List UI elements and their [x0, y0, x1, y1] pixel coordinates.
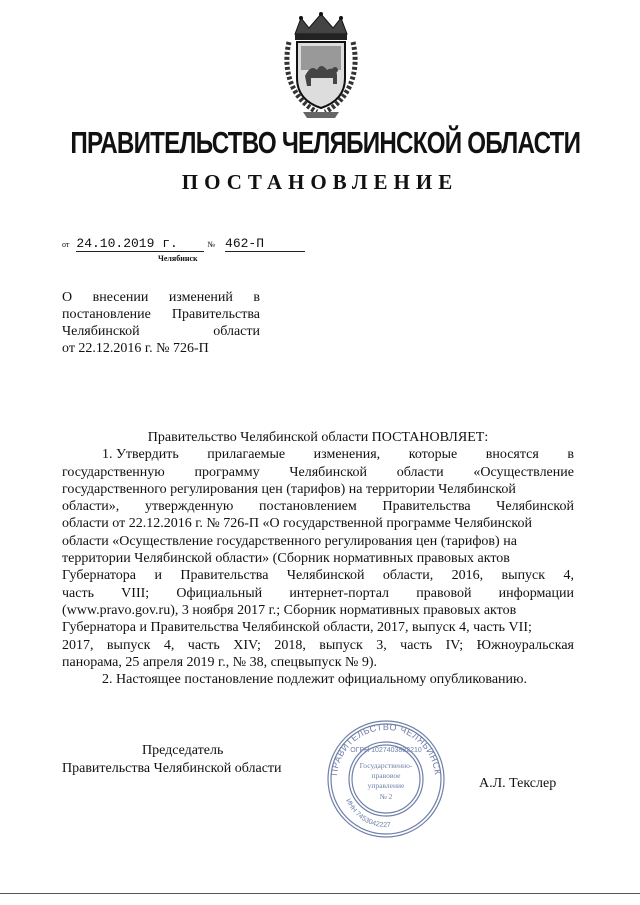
word: часть: [187, 637, 220, 653]
line-text: территории Челябинской области» (Сборник нормативных правовых актов: [62, 551, 510, 567]
word: в: [253, 290, 260, 305]
word: 1. Утвердить: [102, 447, 179, 463]
word: которые: [408, 447, 458, 463]
word: изменения,: [313, 447, 381, 463]
word: и: [154, 568, 162, 584]
word: 3,: [376, 637, 387, 653]
document-number: 462-П: [225, 236, 305, 252]
official-stamp: [325, 718, 447, 840]
paragraph-1-line: [62, 481, 574, 498]
word: утвержденную: [145, 499, 234, 515]
subject-line: [62, 289, 260, 306]
paragraph-1-line: [62, 585, 574, 602]
word: 4,: [163, 637, 175, 653]
word: постановление: [62, 307, 151, 322]
paragraph-1-line: [62, 533, 574, 550]
word: области,: [382, 568, 434, 584]
word: выпуск: [319, 637, 363, 653]
coat-of-arms-emblem: [281, 12, 361, 118]
word: Официальный: [176, 585, 263, 601]
document-subject: [62, 289, 260, 357]
signatory-name: А.Л. Текслер: [479, 776, 557, 791]
line-text: государственного регулирования цен (тарифов) на территории Челябинской: [62, 481, 516, 497]
document-city: Челябинск: [158, 254, 198, 263]
signatory-title-line-2: Правительства Челябинской области: [62, 761, 282, 776]
word: выпуск: [501, 568, 546, 584]
stamp-outer-text: ПРАВИТЕЛЬСТВО ЧЕЛЯБИНСК: [329, 721, 443, 777]
word: прилагаемые: [207, 447, 286, 463]
stamp-bottom-number: ИНН 7453042227: [344, 797, 391, 830]
word: 2018,: [274, 637, 306, 653]
word: IV;: [445, 637, 464, 653]
official-seal-icon: [325, 718, 447, 840]
paragraph-1-line: [62, 515, 574, 532]
word: Правительства: [382, 499, 471, 515]
word: области: [396, 464, 444, 480]
stamp-inner-line: Государственно-: [359, 761, 413, 770]
word: часть: [62, 585, 94, 601]
subject-line: [62, 323, 260, 340]
paragraph-1-line: [62, 464, 574, 481]
stamp-inner-line: управление: [367, 781, 405, 790]
word: государственную: [62, 464, 165, 480]
word: правовой: [416, 585, 472, 601]
word: внесении: [92, 290, 149, 305]
word: Челябинской: [62, 324, 140, 339]
paragraph-1-line: [62, 446, 574, 463]
word: «Осуществление: [473, 464, 574, 480]
paragraph-1-line: [62, 602, 574, 619]
bottom-divider: [0, 893, 640, 894]
document-type-title: ПОСТАНОВЛЕНИЕ: [181, 170, 459, 194]
word: выпуск: [106, 637, 151, 653]
line-text: области «Осуществление государственного регулирования цен (тарифов) на: [62, 533, 517, 549]
word: 2016,: [451, 568, 484, 584]
word: в: [567, 447, 574, 463]
subject-line: [62, 306, 260, 323]
paragraph-1-line: [62, 637, 574, 654]
word: 2017,: [62, 637, 94, 653]
paragraph-2: 2. Настоящее постановление подлежит официальному опубликованию.: [102, 672, 527, 688]
word: Южноуральская: [476, 637, 574, 653]
word: Губернатора: [62, 568, 137, 584]
line-text: панорама, 25 апреля 2019 г., № 38, спецвыпуск № 9).: [62, 654, 378, 670]
line-text: (www.pravo.gov.ru), 3 ноября 2017 г.; Сборник нормативных правовых актов: [62, 602, 517, 618]
word: интернет-портал: [289, 585, 390, 601]
word: XIV;: [233, 637, 261, 653]
word: Челябинской: [496, 499, 574, 515]
organization-title: ПРАВИТЕЛЬСТВО ЧЕЛЯБИНСКОЙ ОБЛАСТИ: [70, 125, 581, 160]
word: часть: [400, 637, 433, 653]
stamp-inner-line: правовое: [371, 771, 401, 780]
word: Челябинской: [289, 464, 368, 480]
document-meta-line: [62, 236, 305, 252]
line-text: области от 22.12.2016 г. № 726-П «О государственной программе Челябинской: [62, 516, 532, 532]
preamble: Правительство Челябинской области ПОСТАНОВЛЯЕТ:: [147, 430, 489, 445]
document-body: [62, 429, 574, 688]
date-prefix: от: [62, 240, 70, 249]
paragraph-1-line: [62, 619, 574, 636]
word: постановлением: [259, 499, 357, 515]
stamp-ring-numbers: ОГРН 1027403882210: [350, 747, 422, 754]
document-date: 24.10.2019 г.: [76, 236, 204, 252]
word: области: [213, 324, 260, 339]
subject-line: [62, 340, 260, 357]
word: изменений: [168, 290, 233, 305]
word: вносятся: [485, 447, 539, 463]
line-text: Губернатора и Правительства Челябинской области, 2017, выпуск 4, часть VII;: [62, 620, 532, 636]
word: 4,: [563, 568, 574, 584]
signatory-title: [62, 742, 302, 778]
paragraph-1-line: [62, 567, 574, 584]
word: О: [62, 290, 73, 305]
word: Правительства: [180, 568, 269, 584]
word: VIII;: [121, 585, 150, 601]
word: Правительства: [171, 307, 260, 322]
paragraph-1-line: [62, 654, 574, 671]
word: Челябинской: [286, 568, 365, 584]
number-prefix: №: [207, 240, 216, 249]
word: области»,: [62, 499, 120, 515]
word: информации: [498, 585, 574, 601]
paragraph-1-line: [62, 550, 574, 567]
word: программу: [194, 464, 260, 480]
chelyabinsk-coat-of-arms-icon: [281, 12, 361, 118]
signatory-title-line-1: Председатель: [142, 743, 224, 758]
stamp-inner-line: № 2: [379, 792, 393, 801]
paragraph-1-line: [62, 498, 574, 515]
word: от 22.12.2016 г. № 726-П: [62, 341, 209, 356]
